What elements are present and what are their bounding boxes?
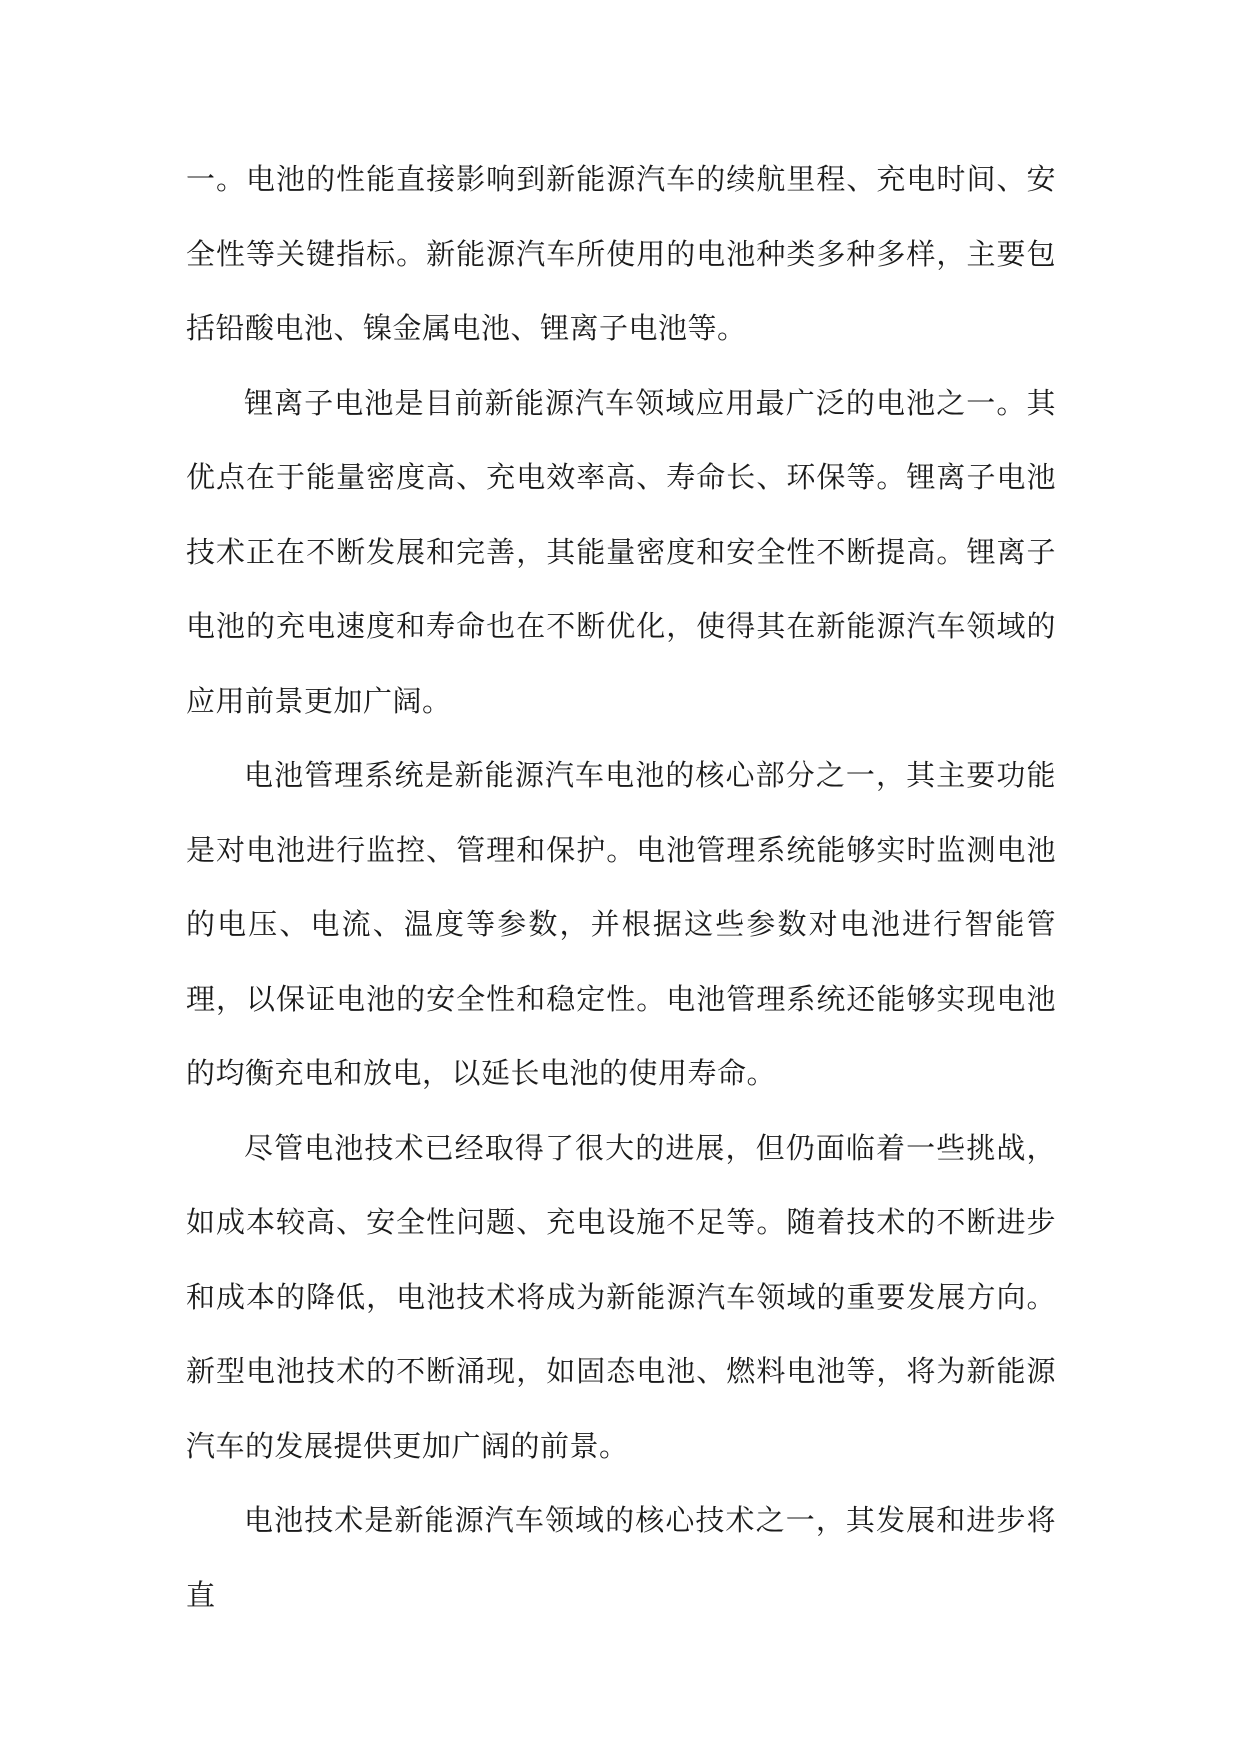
document-body	[186, 142, 1056, 1632]
paragraph-5: 电池技术是新能源汽车领域的核心技术之一，其发展和进步将直	[186, 1503, 1056, 1612]
paragraph-2: 锂离子电池是目前新能源汽车领域应用最广泛的电池之一。其优点在于能量密度高、充电效率高、寿命长、环保等。锂离子电池技术正在不断发展和完善，其能量密度和安全性不断提高。锂离子电池的充电速度和寿命也在不断优化，使得其在新能源汽车领域的应用前景更加广阔。	[186, 385, 1056, 718]
paragraph-3: 电池管理系统是新能源汽车电池的核心部分之一，其主要功能是对电池进行监控、管理和保护。电池管理系统能够实时监测电池的电压、电流、温度等参数，并根据这些参数对电池进行智能管理，以保证电池的安全性和稳定性。电池管理系统还能够实现电池的均衡充电和放电，以延长电池的使用寿命。	[186, 758, 1056, 1090]
paragraph-4: 尽管电池技术已经取得了很大的进展，但仍面临着一些挑战，如成本较高、安全性问题、充电设施不足等。随着技术的不断进步和成本的降低，电池技术将成为新能源汽车领域的重要发展方向。新型电池技术的不断涌现，如固态电池、燃料电池等，将为新能源汽车的发展提供更加广阔的前景。	[186, 1130, 1056, 1463]
paragraph-1: 一。电池的性能直接影响到新能源汽车的续航里程、充电时间、安全性等关键指标。新能源汽车所使用的电池种类多种多样，主要包括铅酸电池、镍金属电池、锂离子电池等。	[186, 162, 1056, 345]
